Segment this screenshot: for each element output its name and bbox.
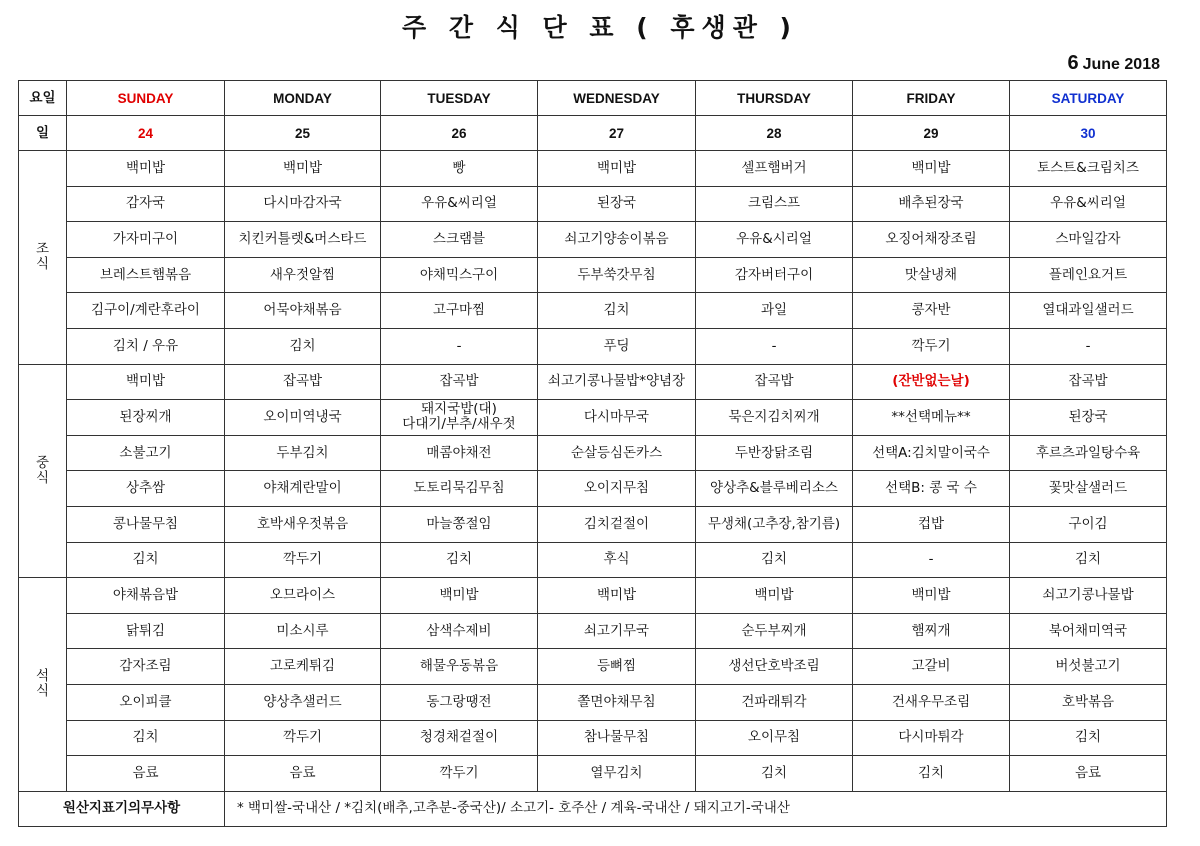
menu-item: 김치 [1010, 542, 1167, 578]
lunch-label [19, 364, 67, 578]
date-label: 일 [19, 116, 67, 151]
menu-item: 돼지국밥(대) 다대기/부추/새우젓 [381, 400, 538, 436]
menu-item: 음료 [225, 756, 381, 792]
menu-item: 순살등심돈카스 [538, 435, 696, 471]
menu-item: 된장국 [538, 186, 696, 222]
menu-item: 우유&씨리얼 [381, 186, 538, 222]
menu-item: 잡곡밥 [696, 364, 853, 400]
menu-item: 백미밥 [696, 578, 853, 614]
date-thursday: 28 [696, 116, 853, 151]
menu-item: 고갈비 [853, 649, 1010, 685]
menu-item: 청경채겉절이 [381, 720, 538, 756]
menu-item: 백미밥 [538, 151, 696, 187]
menu-item: 등뼈찜 [538, 649, 696, 685]
menu-item: 두부쑥갓무침 [538, 257, 696, 293]
date-sunday: 24 [67, 116, 225, 151]
date-wednesday: 27 [538, 116, 696, 151]
dinner-row [19, 649, 1167, 685]
menu-item: 푸딩 [538, 328, 696, 364]
breakfast-row [19, 186, 1167, 222]
menu-item: 음료 [67, 756, 225, 792]
menu-item: 쫄면야채무침 [538, 684, 696, 720]
menu-item: 김치 [67, 720, 225, 756]
menu-item: 된장찌개 [67, 400, 225, 436]
date-saturday: 30 [1010, 116, 1167, 151]
menu-item: 가자미구이 [67, 222, 225, 258]
menu-item: 햄찌개 [853, 613, 1010, 649]
lunch-label-top: 중 [35, 454, 50, 471]
day-label: 요일 [19, 81, 67, 116]
menu-item: 브레스트햄볶음 [67, 257, 225, 293]
menu-item: 컵밥 [853, 506, 1010, 542]
menu-item: 빵 [381, 151, 538, 187]
menu-item: 꽃맛살샐러드 [1010, 471, 1167, 507]
menu-item: 잡곡밥 [225, 364, 381, 400]
menu-item: 닭튀김 [67, 613, 225, 649]
breakfast-label-top: 조 [35, 241, 50, 258]
menu-item: 감자버터구이 [696, 257, 853, 293]
menu-item: 소불고기 [67, 435, 225, 471]
breakfast-row [19, 257, 1167, 293]
lunch-row [19, 542, 1167, 578]
menu-item: 새우젓알찜 [225, 257, 381, 293]
menu-item: 김치겉절이 [538, 506, 696, 542]
menu-item: (잔반없는날) [853, 364, 1010, 400]
menu-item: 백미밥 [538, 578, 696, 614]
breakfast-row [19, 151, 1167, 187]
date-day: 6 [1067, 52, 1079, 74]
menu-item: 백미밥 [225, 151, 381, 187]
date-header-row [19, 116, 1167, 151]
menu-item: 우유&시리얼 [696, 222, 853, 258]
menu-date [1067, 52, 1160, 75]
menu-item: 상추쌈 [67, 471, 225, 507]
menu-item: 김치 [696, 756, 853, 792]
origin-notice-row [19, 791, 1167, 827]
menu-item: 다시마튀각 [853, 720, 1010, 756]
menu-item: 야채믹스구이 [381, 257, 538, 293]
lunch-label-bottom: 식 [35, 469, 50, 486]
date-tuesday: 26 [381, 116, 538, 151]
dinner-label-top: 석 [35, 668, 50, 685]
menu-item: 참나물무침 [538, 720, 696, 756]
menu-item: 과일 [696, 293, 853, 329]
menu-item: 김치 [696, 542, 853, 578]
menu-item: 깍두기 [853, 328, 1010, 364]
lunch-row [19, 364, 1167, 400]
date-monday: 25 [225, 116, 381, 151]
menu-item: 묵은지김치찌개 [696, 400, 853, 436]
menu-item: 오징어채장조림 [853, 222, 1010, 258]
day-tuesday: TUESDAY [381, 81, 538, 116]
menu-item: 우유&씨리얼 [1010, 186, 1167, 222]
menu-item: 구이김 [1010, 506, 1167, 542]
menu-item: 깍두기 [381, 756, 538, 792]
day-friday: FRIDAY [853, 81, 1010, 116]
menu-item: 콩나물무침 [67, 506, 225, 542]
menu-item: 다시마감자국 [225, 186, 381, 222]
menu-item: 치킨커틀렛&머스타드 [225, 222, 381, 258]
menu-item: 백미밥 [853, 578, 1010, 614]
day-monday: MONDAY [225, 81, 381, 116]
menu-item: 쇠고기콩나물밥 [1010, 578, 1167, 614]
menu-item: 음료 [1010, 756, 1167, 792]
menu-item: 야채볶음밥 [67, 578, 225, 614]
dinner-row [19, 720, 1167, 756]
menu-item: **선택메뉴** [853, 400, 1010, 436]
menu-item: 매콤야채전 [381, 435, 538, 471]
menu-item: 어묵야채볶음 [225, 293, 381, 329]
menu-item: 두부김치 [225, 435, 381, 471]
dinner-row [19, 684, 1167, 720]
breakfast-row [19, 328, 1167, 364]
menu-item: 야채계란말이 [225, 471, 381, 507]
menu-item: 열대과일샐러드 [1010, 293, 1167, 329]
menu-item: 스마일감자 [1010, 222, 1167, 258]
menu-item: 백미밥 [67, 364, 225, 400]
dinner-row [19, 578, 1167, 614]
menu-item: 후르츠과일탕수육 [1010, 435, 1167, 471]
weekly-menu-table [18, 80, 1167, 827]
menu-item: 쇠고기콩나물밥*양념장 [538, 364, 696, 400]
menu-item: 마늘쫑절임 [381, 506, 538, 542]
menu-item: 김치 [67, 542, 225, 578]
date-month-year: June 2018 [1082, 56, 1160, 73]
menu-table-body [19, 81, 1167, 827]
menu-item: 생선단호박조림 [696, 649, 853, 685]
menu-item: 감자조림 [67, 649, 225, 685]
menu-item: 두반장닭조림 [696, 435, 853, 471]
menu-item: 열무김치 [538, 756, 696, 792]
menu-item: 오이지무침 [538, 471, 696, 507]
menu-item: 김치 [381, 542, 538, 578]
lunch-row [19, 506, 1167, 542]
day-saturday: SATURDAY [1010, 81, 1167, 116]
menu-item: - [381, 328, 538, 364]
menu-item: 크림스프 [696, 186, 853, 222]
menu-item: 스크램블 [381, 222, 538, 258]
day-sunday: SUNDAY [67, 81, 225, 116]
menu-item: 백미밥 [853, 151, 1010, 187]
menu-item: 김치 [538, 293, 696, 329]
menu-item: 건파래튀각 [696, 684, 853, 720]
origin-notice-text: * 백미쌀-국내산 / *김치(배추,고추분-중국산)/ 소고기- 호주산 / 계육-국내산 / 돼지고기-국내산 [225, 791, 1167, 827]
menu-item: 맛살냉채 [853, 257, 1010, 293]
menu-item: 양상추샐러드 [225, 684, 381, 720]
menu-item: 된장국 [1010, 400, 1167, 436]
menu-item: 김구이/계란후라이 [67, 293, 225, 329]
lunch-row [19, 400, 1167, 436]
dinner-label-bottom: 식 [35, 683, 50, 700]
dinner-row [19, 613, 1167, 649]
menu-item: 김치 / 우유 [67, 328, 225, 364]
date-friday: 29 [853, 116, 1010, 151]
origin-notice-label: 원산지표기의무사항 [19, 791, 225, 827]
menu-item: 양상추&블루베리소스 [696, 471, 853, 507]
menu-item: 다시마무국 [538, 400, 696, 436]
menu-item: 셀프햄버거 [696, 151, 853, 187]
menu-item: 잡곡밥 [381, 364, 538, 400]
dinner-label [19, 578, 67, 792]
page-title: 주 간 식 단 표 ( 후생관 ) [402, 13, 798, 42]
menu-item: 선택A:김치말이국수 [853, 435, 1010, 471]
lunch-row [19, 471, 1167, 507]
menu-item: 김치 [1010, 720, 1167, 756]
menu-item: 콩자반 [853, 293, 1010, 329]
menu-item: 쇠고기무국 [538, 613, 696, 649]
menu-item: 감자국 [67, 186, 225, 222]
day-thursday: THURSDAY [696, 81, 853, 116]
menu-item: 무생채(고추장,참기름) [696, 506, 853, 542]
day-wednesday: WEDNESDAY [538, 81, 696, 116]
menu-item: - [696, 328, 853, 364]
menu-item: 북어채미역국 [1010, 613, 1167, 649]
breakfast-row [19, 293, 1167, 329]
menu-item: 건새우무조림 [853, 684, 1010, 720]
menu-item: 동그랑땡전 [381, 684, 538, 720]
menu-item: 백미밥 [381, 578, 538, 614]
menu-item: - [853, 542, 1010, 578]
menu-item: 해물우동볶음 [381, 649, 538, 685]
menu-item: 오므라이스 [225, 578, 381, 614]
breakfast-label [19, 151, 67, 365]
menu-item: 오이미역냉국 [225, 400, 381, 436]
menu-item: 선택B: 콩 국 수 [853, 471, 1010, 507]
menu-item: 버섯불고기 [1010, 649, 1167, 685]
menu-item: 깍두기 [225, 542, 381, 578]
menu-item: 고구마찜 [381, 293, 538, 329]
menu-item: 순두부찌개 [696, 613, 853, 649]
menu-item: 배추된장국 [853, 186, 1010, 222]
menu-item: 깍두기 [225, 720, 381, 756]
menu-item: 백미밥 [67, 151, 225, 187]
menu-item: 쇠고기양송이볶음 [538, 222, 696, 258]
lunch-row [19, 435, 1167, 471]
dinner-row [19, 756, 1167, 792]
menu-item: 김치 [225, 328, 381, 364]
menu-item: 고로케튀김 [225, 649, 381, 685]
menu-item: 플레인요거트 [1010, 257, 1167, 293]
weekday-header-row [19, 81, 1167, 116]
menu-item: 잡곡밥 [1010, 364, 1167, 400]
menu-item: 오이피클 [67, 684, 225, 720]
menu-item: 오이무침 [696, 720, 853, 756]
menu-item: - [1010, 328, 1167, 364]
menu-item: 김치 [853, 756, 1010, 792]
menu-item: 호박새우젓볶음 [225, 506, 381, 542]
breakfast-row [19, 222, 1167, 258]
menu-item: 미소시루 [225, 613, 381, 649]
menu-item: 토스트&크림치즈 [1010, 151, 1167, 187]
menu-item: 삼색수제비 [381, 613, 538, 649]
menu-item: 호박볶음 [1010, 684, 1167, 720]
breakfast-label-bottom: 식 [35, 256, 50, 273]
menu-item: 후식 [538, 542, 696, 578]
menu-item: 도토리묵김무침 [381, 471, 538, 507]
